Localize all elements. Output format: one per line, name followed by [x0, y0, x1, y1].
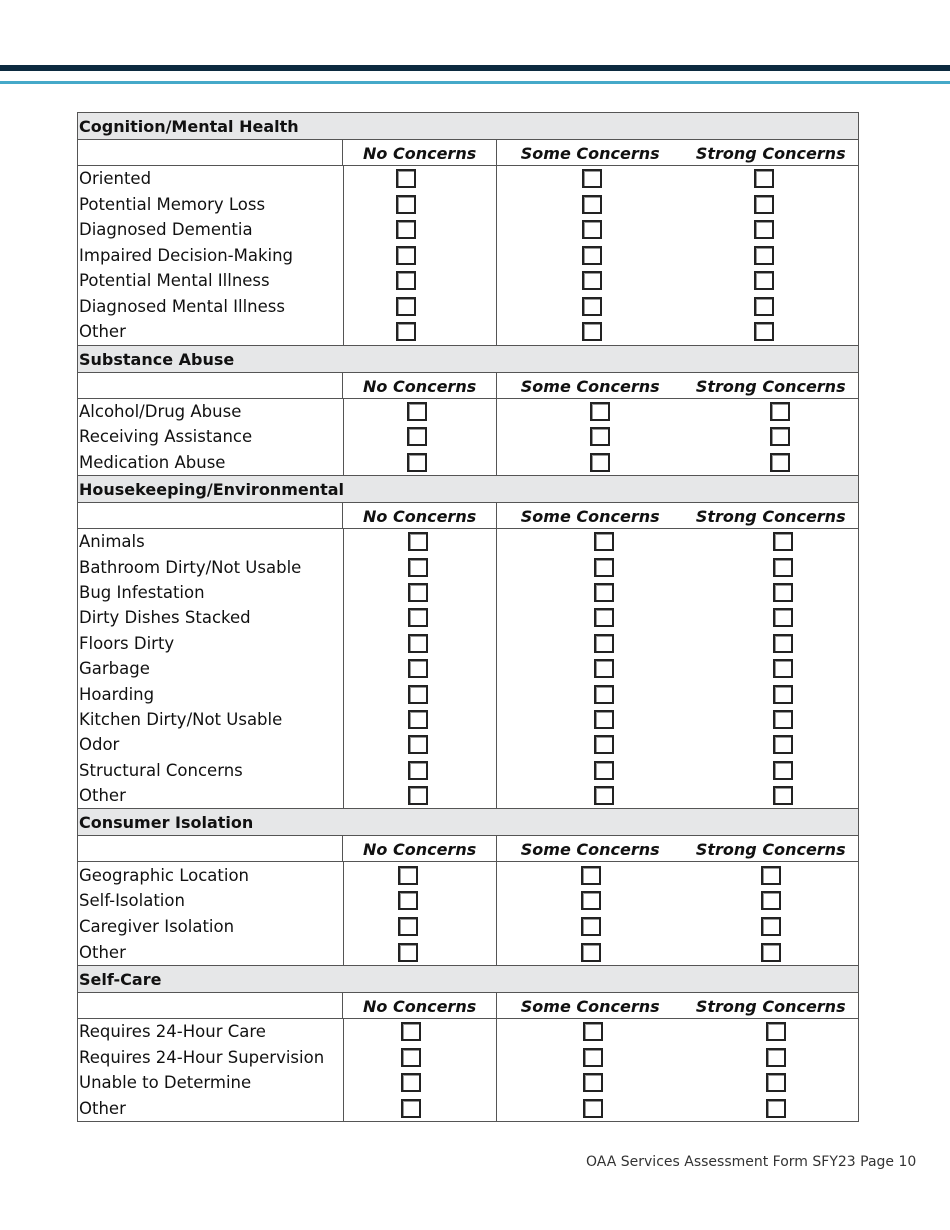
column-header-row — [78, 836, 858, 862]
item-label: Other — [79, 786, 126, 806]
section-heading: Self-Care — [78, 966, 858, 993]
strong-concerns-checkbox[interactable] — [754, 195, 774, 214]
no-concerns-checkbox[interactable] — [398, 943, 418, 962]
item-label: Medication Abuse — [79, 452, 226, 472]
column-header-some-concerns: Some Concerns — [496, 140, 684, 165]
some-concerns-checkbox[interactable] — [594, 634, 614, 653]
item-label: Floors Dirty — [79, 633, 175, 653]
no-concerns-checkbox[interactable] — [408, 786, 428, 805]
some-concerns-checkbox[interactable] — [582, 322, 602, 341]
column-header-blank — [78, 373, 342, 398]
column-header-some-concerns: Some Concerns — [496, 836, 684, 861]
column-header-strong-concerns: Strong Concerns — [695, 144, 846, 163]
column-header-row — [78, 140, 858, 166]
no-concerns-checkbox[interactable] — [408, 761, 428, 780]
strong-concerns-checkbox[interactable] — [766, 1099, 786, 1118]
section-heading: Consumer Isolation — [78, 809, 858, 836]
section-items — [78, 1019, 858, 1121]
section-items — [78, 399, 858, 477]
some-concerns-checkbox[interactable] — [594, 786, 614, 805]
item-label: Receiving Assistance — [79, 427, 253, 447]
item-label: Oriented — [79, 169, 152, 189]
checkbox-column-some-concerns — [496, 166, 683, 345]
item-label: Hoarding — [79, 684, 155, 704]
strong-concerns-checkbox[interactable] — [754, 297, 774, 316]
item-label: Caregiver Isolation — [79, 917, 235, 937]
item-label: Alcohol/Drug Abuse — [79, 401, 242, 421]
some-concerns-checkbox[interactable] — [581, 943, 601, 962]
some-concerns-checkbox[interactable] — [594, 532, 614, 551]
no-concerns-checkbox[interactable] — [398, 866, 418, 885]
some-concerns-checkbox[interactable] — [594, 608, 614, 627]
strong-concerns-checkbox[interactable] — [770, 453, 790, 472]
strong-concerns-checkbox[interactable] — [773, 659, 793, 678]
checkbox-column-some-concerns — [496, 862, 683, 965]
column-header-blank — [78, 140, 342, 165]
strong-concerns-checkbox[interactable] — [766, 1073, 786, 1092]
column-header-strong-concerns: Strong Concerns — [695, 840, 846, 860]
column-header-strong-concerns: Strong Concerns — [695, 507, 846, 526]
no-concerns-checkbox[interactable] — [407, 402, 427, 421]
some-concerns-checkbox[interactable] — [594, 761, 614, 780]
section-items — [78, 529, 858, 809]
item-label: Requires 24-Hour Supervision — [79, 1047, 325, 1067]
some-concerns-checkbox[interactable] — [581, 866, 601, 885]
column-header-some-concerns: Some Concerns — [496, 503, 684, 528]
no-concerns-checkbox[interactable] — [407, 427, 427, 446]
strong-concerns-checkbox[interactable] — [761, 943, 781, 962]
some-concerns-checkbox[interactable] — [583, 1022, 603, 1041]
item-label: Potential Mental Illness — [79, 271, 270, 291]
strong-concerns-checkbox[interactable] — [773, 761, 793, 780]
column-header-row — [78, 503, 858, 529]
checkbox-column-no-concerns — [343, 399, 496, 476]
page-footer: OAA Services Assessment Form SFY23 Page 10 — [586, 1154, 917, 1170]
no-concerns-checkbox[interactable] — [396, 220, 416, 239]
column-header-no-concerns: No Concerns — [342, 993, 496, 1018]
item-label: Dirty Dishes Stacked — [79, 608, 251, 628]
checkbox-column-some-concerns — [496, 399, 683, 476]
no-concerns-checkbox[interactable] — [408, 608, 428, 627]
no-concerns-checkbox[interactable] — [396, 322, 416, 341]
column-header-blank — [78, 503, 342, 528]
item-label-column — [78, 862, 343, 965]
item-label: Odor — [79, 735, 120, 755]
strong-concerns-checkbox[interactable] — [754, 246, 774, 265]
header-rule-light — [0, 81, 950, 84]
some-concerns-checkbox[interactable] — [582, 297, 602, 316]
item-label: Other — [79, 1098, 126, 1118]
some-concerns-checkbox[interactable] — [583, 1073, 603, 1092]
no-concerns-checkbox[interactable] — [396, 195, 416, 214]
checkbox-column-some-concerns — [496, 1019, 683, 1121]
item-label: Other — [79, 942, 126, 962]
no-concerns-checkbox[interactable] — [396, 169, 416, 188]
checkbox-column-some-concerns — [496, 529, 683, 808]
column-header-no-concerns: No Concerns — [342, 140, 496, 165]
strong-concerns-checkbox[interactable] — [766, 1022, 786, 1041]
item-label: Other — [79, 322, 126, 342]
some-concerns-checkbox[interactable] — [594, 685, 614, 704]
column-header-blank — [78, 993, 342, 1018]
strong-concerns-checkbox[interactable] — [754, 220, 774, 239]
column-header-strong-concerns: Strong Concerns — [695, 376, 846, 396]
section-heading: Cognition/Mental Health — [78, 113, 858, 140]
checkbox-column-strong-concerns — [683, 399, 858, 476]
column-header-strong-concerns: Strong Concerns — [695, 997, 846, 1017]
some-concerns-checkbox[interactable] — [583, 1048, 603, 1067]
item-label: Unable to Determine — [79, 1073, 252, 1093]
no-concerns-checkbox[interactable] — [398, 917, 418, 936]
strong-concerns-checkbox[interactable] — [770, 427, 790, 446]
checkbox-column-strong-concerns — [683, 862, 858, 965]
no-concerns-checkbox[interactable] — [408, 685, 428, 704]
checkbox-column-no-concerns — [343, 1019, 496, 1121]
no-concerns-checkbox[interactable] — [401, 1073, 421, 1092]
strong-concerns-checkbox[interactable] — [770, 402, 790, 421]
checkbox-column-strong-concerns — [683, 166, 858, 345]
some-concerns-checkbox[interactable] — [594, 659, 614, 678]
item-label: Geographic Location — [79, 865, 250, 885]
strong-concerns-checkbox[interactable] — [766, 1048, 786, 1067]
column-header-row — [78, 373, 858, 399]
some-concerns-checkbox[interactable] — [594, 558, 614, 577]
item-label: Potential Memory Loss — [79, 194, 266, 214]
no-concerns-checkbox[interactable] — [408, 659, 428, 678]
item-label: Bug Infestation — [79, 582, 205, 602]
item-label: Garbage — [79, 659, 150, 679]
strong-concerns-checkbox[interactable] — [773, 735, 793, 754]
strong-concerns-checkbox[interactable] — [773, 583, 793, 602]
some-concerns-checkbox[interactable] — [582, 220, 602, 239]
strong-concerns-checkbox[interactable] — [754, 271, 774, 290]
section-heading: Housekeeping/Environmental — [78, 476, 858, 503]
item-label: Requires 24-Hour Care — [79, 1022, 266, 1042]
column-header-blank — [78, 836, 342, 861]
column-header-row — [78, 993, 858, 1019]
some-concerns-checkbox[interactable] — [594, 583, 614, 602]
checkbox-column-strong-concerns — [683, 529, 858, 808]
no-concerns-checkbox[interactable] — [408, 735, 428, 754]
some-concerns-checkbox[interactable] — [590, 402, 610, 421]
no-concerns-checkbox[interactable] — [408, 634, 428, 653]
column-header-no-concerns: No Concerns — [342, 503, 496, 528]
item-label-column — [78, 399, 343, 476]
no-concerns-checkbox[interactable] — [401, 1099, 421, 1118]
no-concerns-checkbox[interactable] — [398, 891, 418, 910]
item-label: Kitchen Dirty/Not Usable — [79, 709, 283, 729]
no-concerns-checkbox[interactable] — [408, 710, 428, 729]
item-label: Impaired Decision-Making — [79, 245, 294, 265]
no-concerns-checkbox[interactable] — [401, 1022, 421, 1041]
some-concerns-checkbox[interactable] — [594, 710, 614, 729]
checkbox-column-no-concerns — [343, 862, 496, 965]
some-concerns-checkbox[interactable] — [594, 735, 614, 754]
some-concerns-checkbox[interactable] — [590, 453, 610, 472]
strong-concerns-checkbox[interactable] — [754, 322, 774, 341]
some-concerns-checkbox[interactable] — [590, 427, 610, 446]
item-label: Diagnosed Dementia — [79, 220, 253, 240]
section-items — [78, 862, 858, 966]
some-concerns-checkbox[interactable] — [582, 169, 602, 188]
strong-concerns-checkbox[interactable] — [761, 866, 781, 885]
no-concerns-checkbox[interactable] — [396, 246, 416, 265]
item-label: Self-Isolation — [79, 891, 185, 911]
some-concerns-checkbox[interactable] — [581, 917, 601, 936]
checkbox-column-no-concerns — [343, 166, 496, 345]
no-concerns-checkbox[interactable] — [396, 297, 416, 316]
no-concerns-checkbox[interactable] — [408, 558, 428, 577]
item-label-column — [78, 529, 343, 808]
strong-concerns-checkbox[interactable] — [773, 532, 793, 551]
strong-concerns-checkbox[interactable] — [773, 786, 793, 805]
item-label: Bathroom Dirty/Not Usable — [79, 557, 302, 577]
item-label: Structural Concerns — [79, 760, 243, 780]
strong-concerns-checkbox[interactable] — [773, 634, 793, 653]
strong-concerns-checkbox[interactable] — [773, 710, 793, 729]
column-header-no-concerns: No Concerns — [342, 836, 496, 861]
checkbox-column-strong-concerns — [683, 1019, 858, 1121]
strong-concerns-checkbox[interactable] — [761, 917, 781, 936]
column-header-some-concerns: Some Concerns — [496, 993, 684, 1018]
some-concerns-checkbox[interactable] — [583, 1099, 603, 1118]
item-label: Animals — [79, 532, 145, 552]
some-concerns-checkbox[interactable] — [582, 195, 602, 214]
strong-concerns-checkbox[interactable] — [773, 685, 793, 704]
item-label-column — [78, 1019, 343, 1121]
strong-concerns-checkbox[interactable] — [773, 558, 793, 577]
strong-concerns-checkbox[interactable] — [754, 169, 774, 188]
strong-concerns-checkbox[interactable] — [761, 891, 781, 910]
section-heading: Substance Abuse — [78, 346, 858, 373]
no-concerns-checkbox[interactable] — [408, 583, 428, 602]
strong-concerns-checkbox[interactable] — [773, 608, 793, 627]
item-label: Diagnosed Mental Illness — [79, 296, 285, 316]
some-concerns-checkbox[interactable] — [581, 891, 601, 910]
no-concerns-checkbox[interactable] — [401, 1048, 421, 1067]
some-concerns-checkbox[interactable] — [582, 271, 602, 290]
assessment-table — [77, 112, 859, 1122]
no-concerns-checkbox[interactable] — [408, 532, 428, 551]
no-concerns-checkbox[interactable] — [407, 453, 427, 472]
checkbox-column-no-concerns — [343, 529, 496, 808]
column-header-no-concerns: No Concerns — [342, 373, 496, 398]
no-concerns-checkbox[interactable] — [396, 271, 416, 290]
column-header-some-concerns: Some Concerns — [496, 373, 684, 398]
item-label-column — [78, 166, 343, 345]
header-rule-dark — [0, 65, 950, 71]
some-concerns-checkbox[interactable] — [582, 246, 602, 265]
section-items — [78, 166, 858, 346]
